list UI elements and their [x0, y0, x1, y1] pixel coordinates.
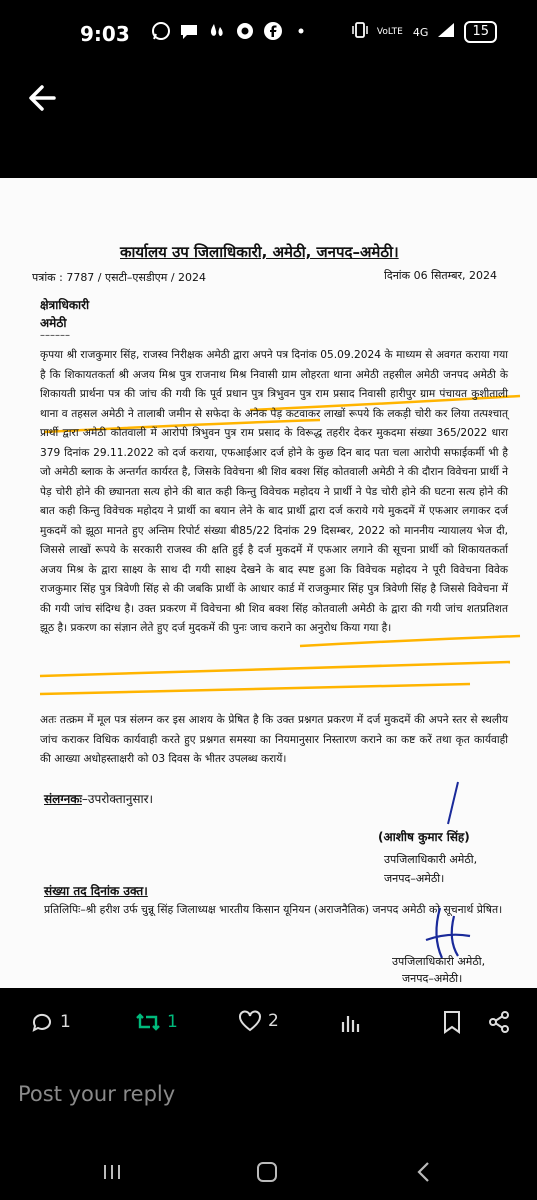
- reply-count: 1: [60, 1012, 71, 1032]
- dot-icon: [290, 20, 312, 42]
- reply-button[interactable]: [30, 1010, 71, 1034]
- addressee-line: अमेठी: [40, 316, 67, 330]
- views-button[interactable]: [340, 1010, 362, 1034]
- reference-number: पत्रांक : 7787 / एसटी–एसडीएम / 2024: [32, 271, 207, 284]
- repost-count: 1: [167, 1012, 178, 1032]
- signatory-name: (आशीष कुमार सिंह): [378, 830, 470, 844]
- enclosure-label: संलग्नकः: [44, 792, 82, 806]
- office-title: कार्यालय उप जिलाधिकारी, अमेठी, जनपद–अमेठी।: [120, 243, 399, 261]
- network-type: 4G: [412, 25, 429, 39]
- designation-line: उपजिलाधिकारी अमेठी,: [384, 853, 478, 866]
- enclosure: [44, 790, 153, 807]
- repost-button[interactable]: [135, 1010, 178, 1034]
- reply-input[interactable]: Post your reply: [18, 1082, 176, 1106]
- vibrate-icon: [351, 20, 369, 44]
- whatsapp-icon: [150, 20, 172, 42]
- repost-icon: [135, 1010, 161, 1034]
- chrome-icon: [234, 20, 256, 42]
- reply-icon: [30, 1010, 54, 1034]
- system-indicators: [351, 20, 497, 44]
- reference-date: दिनांक 06 सितम्बर, 2024: [384, 269, 497, 282]
- separator-dashes: ––––––: [40, 330, 70, 341]
- status-time: 9:03: [80, 22, 130, 46]
- enclosure-value: –उपरोक्तानुसार।: [81, 792, 154, 806]
- battery-indicator: 15: [464, 21, 497, 43]
- reply-bar: [0, 1064, 537, 1144]
- designation-line: जनपद–अमेठी।: [402, 972, 463, 985]
- recent-apps-icon[interactable]: [100, 1160, 124, 1188]
- analytics-icon: [340, 1010, 362, 1034]
- status-bar: [0, 0, 537, 70]
- addressee-line: क्षेत्राधिकारी: [40, 298, 90, 312]
- designation-line: जनपद–अमेठी।: [384, 872, 445, 885]
- addressee: [40, 296, 89, 332]
- share-button[interactable]: [488, 1010, 510, 1034]
- letter-body-paragraph: अतः तत्क्रम में मूल पत्र संलग्न कर इस आशय के प्रेषित है कि उक्त प्रश्नगत प्रकरण में दर्ज मुकदमें की अपने स्तर से स्थलीय जांच कराकर विधिक कार्यवाही करते हुए प्रश्नगत समस्या का नियमानुसार निस्तारण कराने का कष्ट करें तथा कृत कार्यवाही की आख्या अधोहस्ताक्षरी को 03 दिवस के भीतर उपलब्ध करायें।: [40, 714, 508, 765]
- signal-icon: [436, 21, 456, 43]
- bookmark-icon: [442, 1010, 462, 1034]
- like-button[interactable]: [238, 1010, 279, 1032]
- chat-icon: [178, 20, 200, 42]
- app-bar: [0, 70, 537, 130]
- back-nav-icon[interactable]: [412, 1160, 436, 1188]
- signatory-designation: [392, 953, 485, 987]
- home-icon[interactable]: [255, 1160, 279, 1188]
- share-icon: [488, 1010, 510, 1034]
- designation-line: उपजिलाधिकारी अमेठी,: [392, 955, 486, 968]
- letter-body-paragraph: कृपया श्री राजकुमार सिंह, राजस्व निरीक्षक अमेठी द्वारा अपने पत्र दिनांक 05.09.2024 के माध्यम से अवगत कराया गया है कि शिकायतकर्ता श्री अजय मिश्र पुत्र राजनाथ मिश्र निवासी ग्राम लोहरता थाना अमेठी तहसील अमेठी जनपद अमेठी के शिकायती प्रार्थना पत्र की जांच की गयी कि पूर्व प्रधान पुत्र त्रिभुवन पुत्र राम प्रसाद निवासी हारीपुर ग्राम पंचायत कुशीताली थाना व तहसल अमेठी ने तालाबी जमीन से सफेदा के अनेक पेड़ कटवाकर लाखों रूपये कि लकड़ी चोरी कर लिया तत्पश्चात् प्रार्थी द्वारा अमेठी कोतवाली में आरोपी त्रिभुवन पुत्र राम प्रसाद के विरूद्ध तहरीर देकर मुकदमा संख्या 365/2022 धारा 379 दिनांक 29.11.2022 को दर्ज कराया, एफआईआर दर्ज होने के कुछ दिन बाद पता चला आरोपी सफाईकर्मी भी है जो अमेठी ब्लाक के अन्तर्गत कार्यरत है, जिसके विवेचना श्री शिव बक्श सिंह कोतवाली अमेठी ने की दौरान विवेचना प्रार्थी ने पेड़ चोरी होने की छ्यानता सत्य होने की बात कही किन्तु विवेचक महोदय ने प्रार्थी ने पेड चोरी होने की घटना सत्य होने की बात कही किन्तु विवेचक महोदय ने प्रार्थी का बयान लेने के बाद प्रार्थी द्वारा दर्ज कराये गये मुकदमें में एफआर लगाकर दर्ज मुकदमें को झूठा मानते हुए अन्तिम रिपोर्ट संख्या बी85/22 दिनांक 29 दिसम्बर, 2022 को माननीय न्यायालय भेज दी, जिससे लाखों रूपये के सरकारी राजस्व की क्षति हुई है दर्ज मुकदमें में एफआर लगाने की सूचना प्रार्थी को शिकायतकर्ता अजय मिश्र के द्वारा साक्ष्य के साथ दी गयी साक्ष्य देखने के बाद स्पष्ट हुआ कि विवेचक महोदय ने पूरी विवेचना विवेक राजकुमार सिंह पुत्र त्रिवेणी सिंह से की जबकि प्रार्थी के आधार कार्ड में राजकुमार सिंह पुत्र त्रिवेणी सिंह है जिससे विवेचना में की गयी जांच संदिग्ध है। उक्त प्रकरण में विवेचना श्री शिव बक्श सिंह कोतवाली अमेठी के द्वारा की गयी जांच शतप्रतिशत झूठ है। प्रकरण का संज्ञान लेते हुए दर्ज मुदकमें की पुनः जाच कराने का अनुरोध किया गया है।: [40, 349, 508, 634]
- back-arrow-icon[interactable]: [24, 80, 64, 120]
- like-count: 2: [268, 1011, 279, 1031]
- volte-label: VoLTE: [376, 26, 403, 37]
- bookmark-button[interactable]: [442, 1010, 462, 1034]
- signatory-designation: [384, 850, 477, 888]
- post-actions-bar: [0, 992, 537, 1056]
- drops-icon: [206, 20, 228, 42]
- copy-to: प्रतिलिपिः–श्री हरीश उर्फ चुन्नू सिंह जिलाध्यक्ष भारतीय किसान यूनियन (अराजनैतिक) जनपद अमेठी को सूचनार्थ प्रेषित।: [44, 903, 503, 916]
- system-navigation-bar: [0, 1144, 537, 1200]
- notification-icons: [150, 20, 312, 42]
- document-image[interactable]: [0, 178, 537, 988]
- heart-icon: [238, 1010, 262, 1032]
- number-date-line: संख्या तद दिनांक उक्त।: [44, 884, 148, 898]
- facebook-icon: [262, 20, 284, 42]
